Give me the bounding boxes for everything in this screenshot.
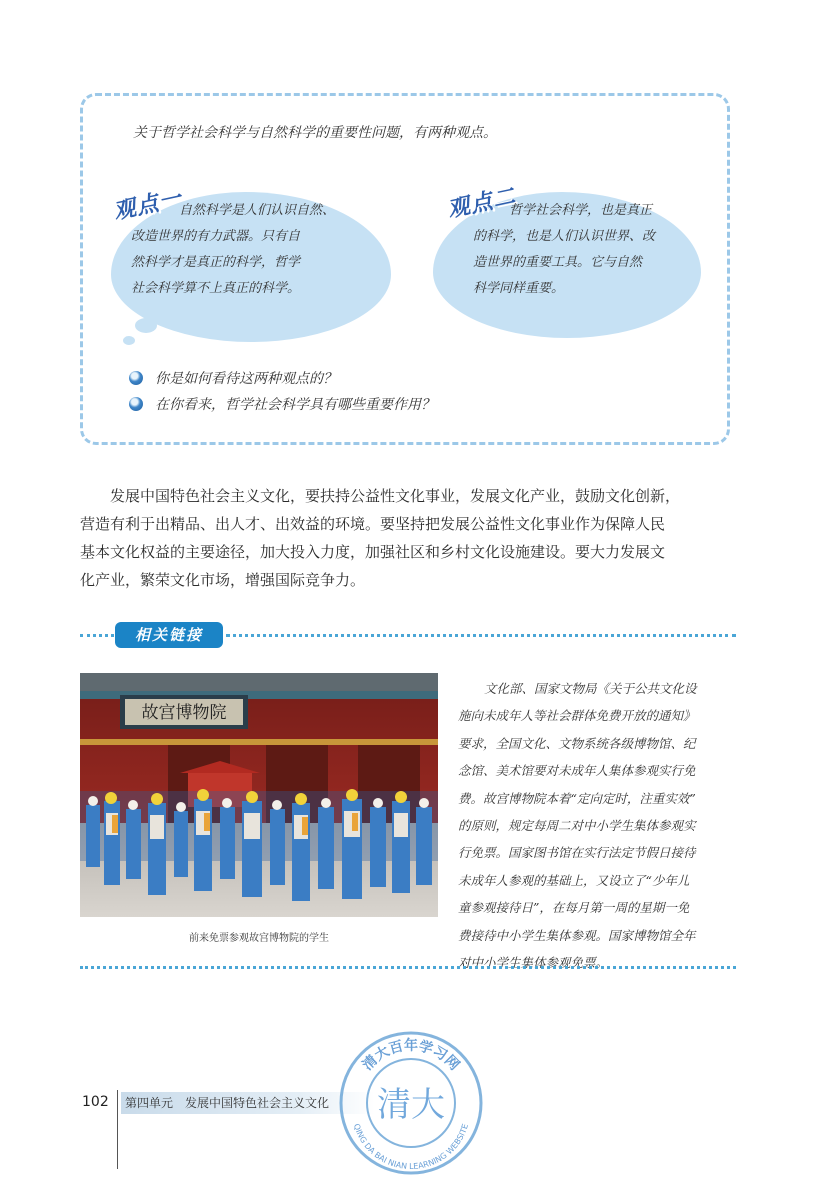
- discussion-box: [80, 93, 730, 445]
- footer-divider: [117, 1090, 118, 1169]
- watermark-center-text: 清大: [377, 1085, 445, 1125]
- bubble-tail-dot: [123, 336, 135, 345]
- watermark-bottom-text: QING DA BAI NIAN LEARNING WEBSITE: [351, 1122, 471, 1172]
- related-line: 念馆、美术馆要对未成年人集体参观实行免: [458, 763, 696, 779]
- watermark-seal-icon: [338, 1030, 484, 1176]
- related-line: 的原则，规定每周二对中小学生集体参观实: [458, 818, 696, 834]
- related-link-badge: 相关链接: [115, 622, 223, 648]
- question-text: 你是如何看待这两种观点的？: [155, 371, 337, 387]
- view-one-text: [131, 198, 335, 302]
- view-two-line: 的科学，也是人们认识世界、改: [473, 229, 656, 244]
- related-line: 要求，全国文化、文物系统各级博物馆、纪: [458, 735, 696, 751]
- photo-illustration: [80, 673, 438, 917]
- palace-sign-text: 故宫博物院: [141, 703, 227, 723]
- view-one-line: 社会科学算不上真正的科学。: [131, 281, 301, 296]
- related-line: 未成年人参观的基础上，又设立了“少年儿: [458, 872, 690, 888]
- body-line: 发展中国特色社会主义文化，要扶持公益性文化事业，发展文化产业，鼓励文化创新，: [110, 487, 681, 505]
- view-two-line: 造世界的重要工具。它与自然: [473, 255, 643, 270]
- watermark-top-text: 清大百年学习网: [359, 1038, 463, 1074]
- bullet-icon: [129, 371, 143, 385]
- body-paragraph: [80, 482, 735, 594]
- unit-title: 第四单元 发展中国特色社会主义文化: [121, 1092, 375, 1114]
- view-one-line: 自然科学是人们认识自然、: [179, 203, 336, 218]
- related-line: 费接待中小学生集体参观。国家博物馆全年: [458, 927, 696, 943]
- divider-dotted: [80, 966, 736, 969]
- view-two-line: 科学同样重要。: [473, 281, 565, 296]
- view-one-title: 观点一: [111, 186, 185, 225]
- question-item: [129, 394, 435, 414]
- body-line: 化产业，繁荣文化市场，增强国际竞争力。: [80, 571, 366, 589]
- view-one-line: 改造世界的有力武器。只有自: [131, 229, 301, 244]
- body-line: 基本文化权益的主要途径，加大投入力度，加强社区和乡村文化设施建设。要大力发展文: [80, 543, 666, 561]
- question-item: [129, 368, 337, 388]
- related-line: 文化部、国家文物局《关于公共文化设: [484, 681, 697, 696]
- related-line: 童参观接待日”，在每月第一周的星期一免: [458, 900, 690, 916]
- view-two-text: [473, 198, 655, 302]
- page-number: 102: [82, 1094, 109, 1110]
- related-line: 行免票。国家图书馆在实行法定节假日接待: [458, 845, 696, 861]
- related-text: [458, 675, 738, 976]
- discussion-intro: 关于哲学社会科学与自然科学的重要性问题，有两种观点。: [133, 125, 497, 141]
- divider-dotted: [226, 634, 736, 637]
- view-two-line: 哲学社会科学，也是真正: [509, 203, 653, 218]
- photo-caption: 前来免票参观故宫博物院的学生: [189, 933, 329, 944]
- body-line: 营造有利于出精品、出人才、出效益的环境。要坚持把发展公益性文化事业作为保障人民: [80, 515, 666, 533]
- view-two-title: 观点二: [445, 184, 519, 223]
- related-line: 施向未成年人等社会群体免费开放的通知》: [458, 708, 696, 724]
- related-line: 对中小学生集体参观免票。: [458, 955, 609, 971]
- divider-dotted: [80, 634, 114, 637]
- question-text: 在你看来，哲学社会科学具有哪些重要作用？: [155, 397, 435, 413]
- bubble-tail-dot: [135, 318, 157, 333]
- bullet-icon: [129, 397, 143, 411]
- view-one-line: 然科学才是真正的科学，哲学: [131, 255, 301, 270]
- forbidden-city-photo: [80, 673, 438, 917]
- related-line: 费。故宫博物院本着“定向定时，注重实效”: [458, 790, 696, 806]
